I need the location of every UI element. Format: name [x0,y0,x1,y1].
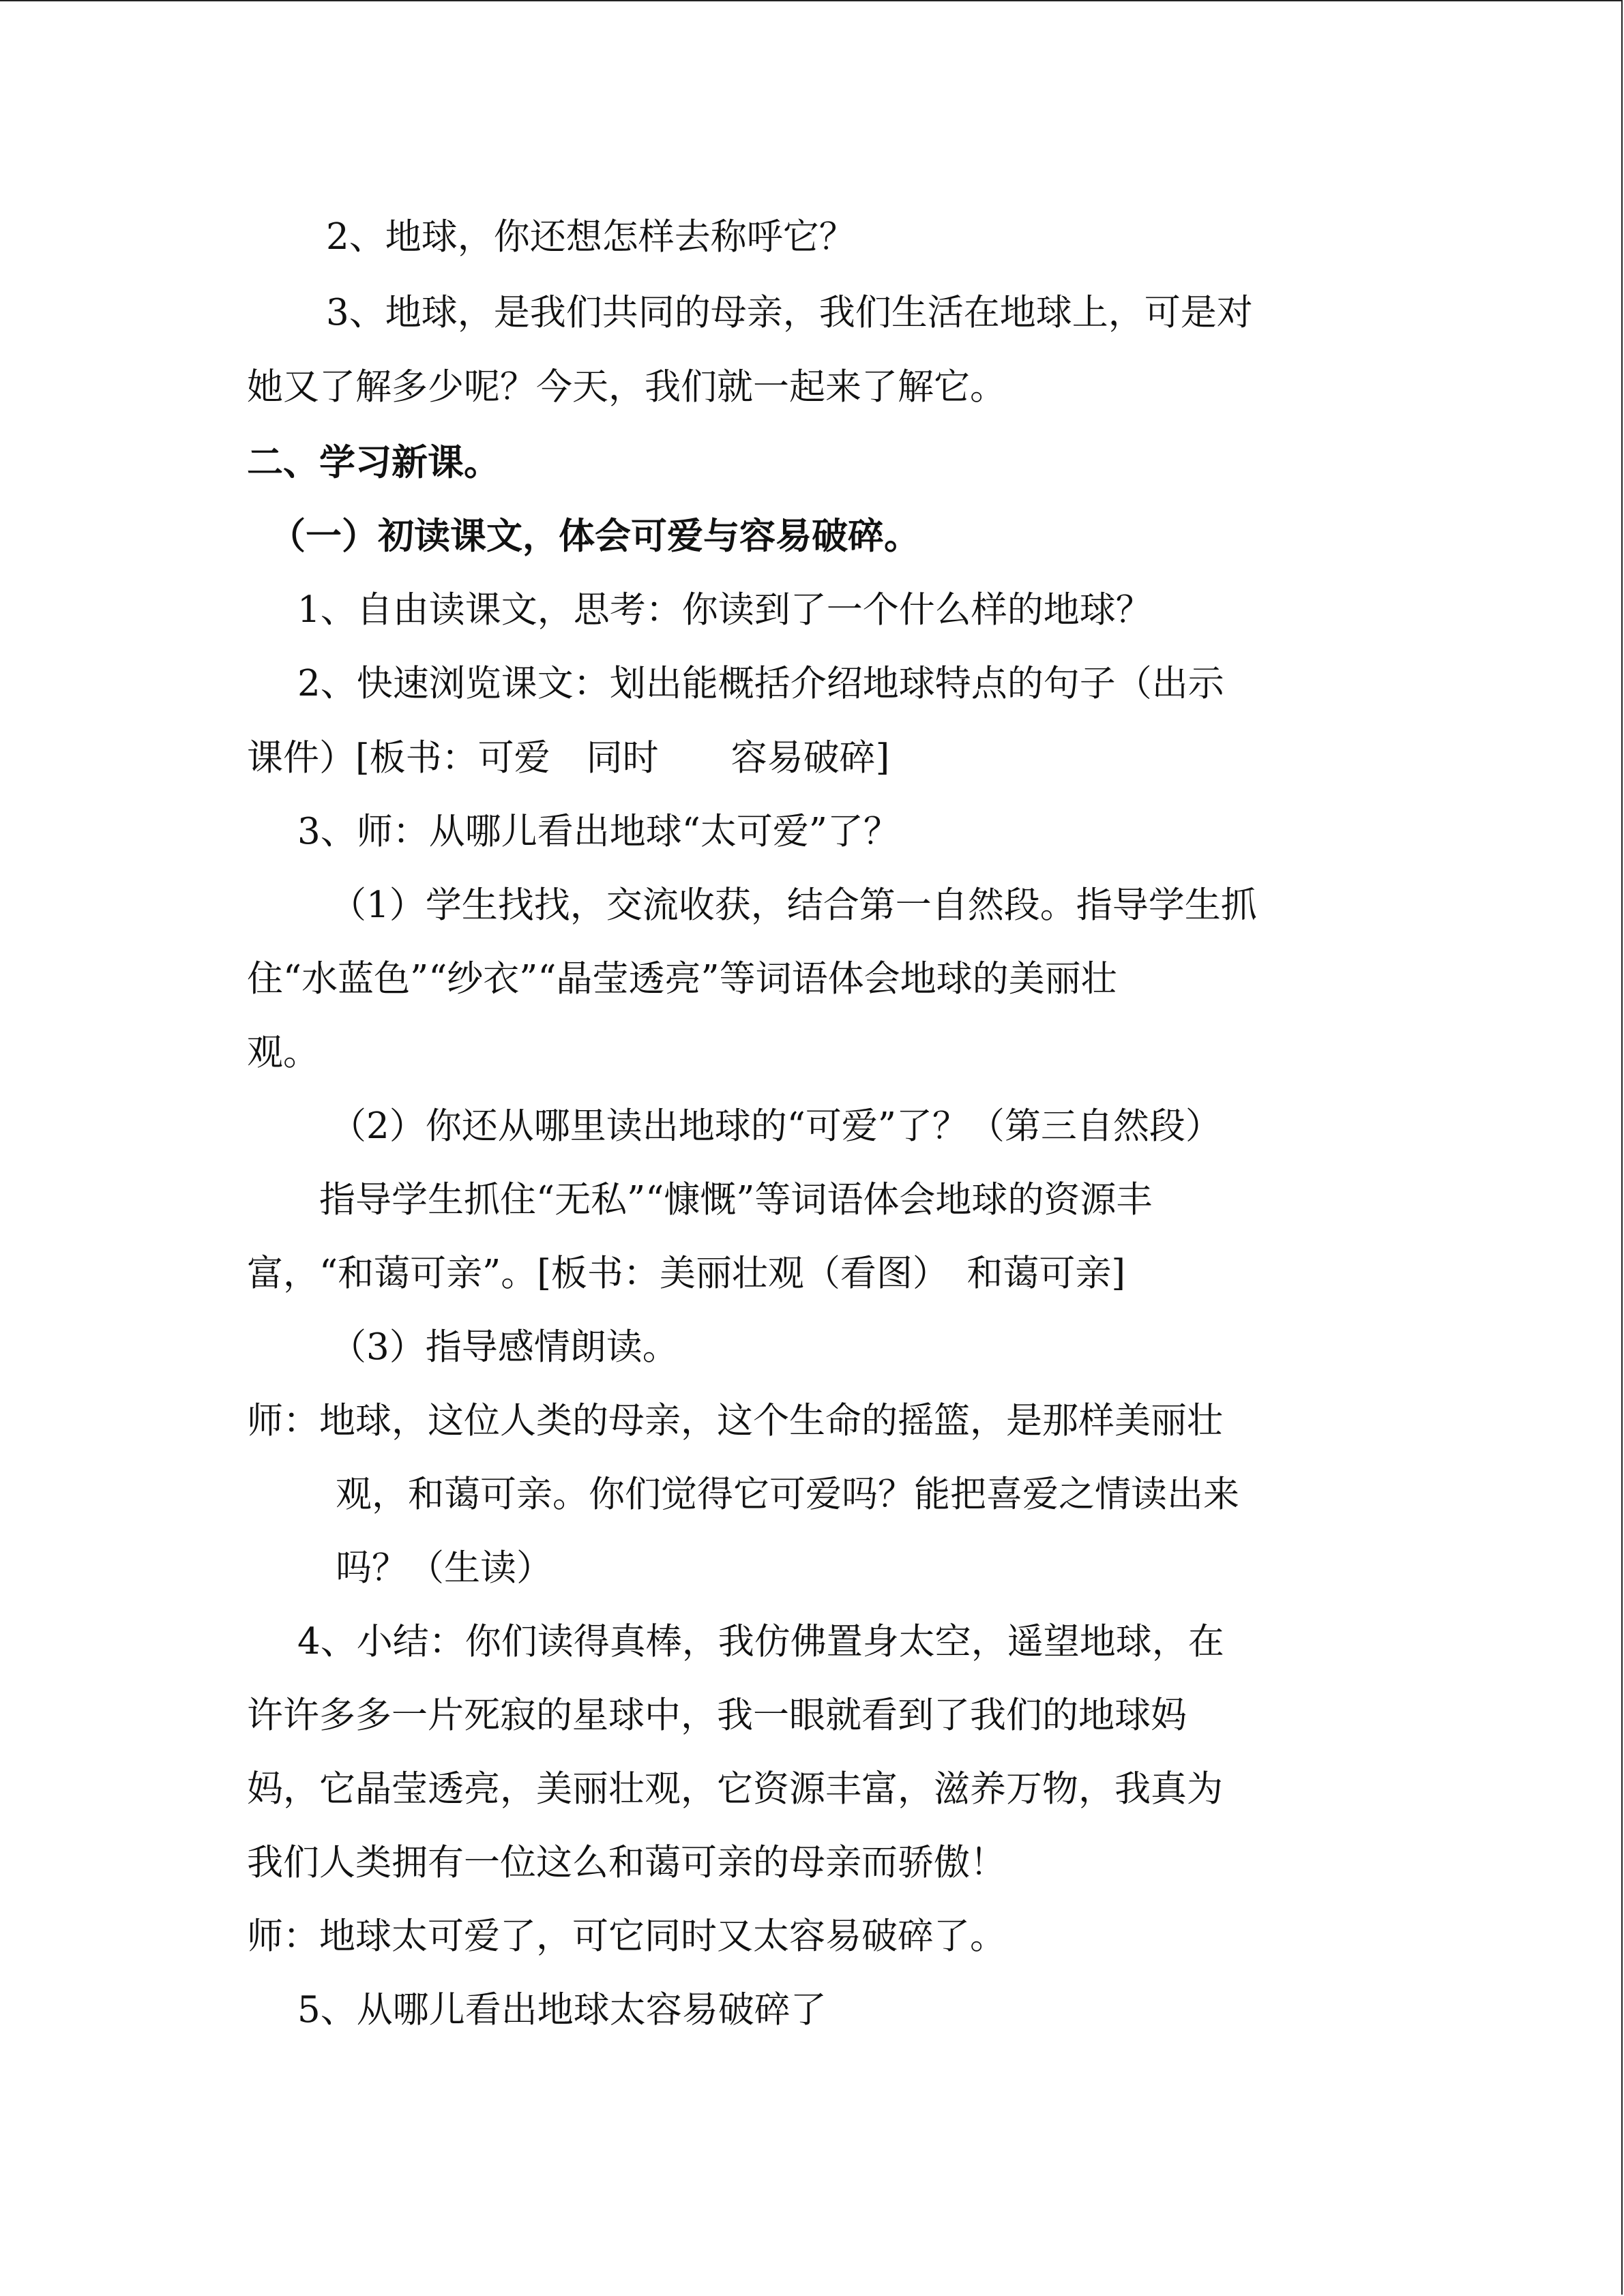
line-item-1-end: 观。 [247,1032,319,1073]
line-teacher-1: 师：地球，这位人类的母亲，这个生命的摇篮，是那样美丽壮 [247,1400,1223,1442]
line-step-4: 4、小结：你们读得真棒，我仿佛置身太空，遥望地球，在 [297,1621,1224,1663]
line-item-1-cont: 住“水蓝色”“纱衣”“晶莹透亮”等词语体会地球的美丽壮 [247,958,1117,1000]
line-question-3: 3、地球，是我们共同的母亲，我们生活在地球上，可是对 [326,292,1253,333]
line-item-2-cont: 富，“和蔼可亲”。[板书：美丽壮观（看图） 和蔼可亲] [247,1253,1126,1294]
line-step-4-cont1: 许许多多一片死寂的星球中，我一眼就看到了我们的地球妈 [247,1695,1187,1736]
line-teacher-2: 师：地球太可爱了，可它同时又太容易破碎了。 [247,1915,1006,1957]
line-step-2-cont: 课件）[板书：可爱 同时 容易破碎] [247,737,890,779]
line-teacher-1-cont: 观，和蔼可亲。你们觉得它可爱吗？能把喜爱之情读出来 [336,1474,1239,1515]
line-item-1: （1）学生找找，交流收获，结合第一自然段。指导学生抓 [330,884,1257,926]
line-question-3-cont: 她又了解多少呢？今天，我们就一起来了解它。 [247,366,1006,408]
line-step-5: 5、从哪儿看出地球太容易破碎了 [297,1989,827,2031]
line-item-2: （2）你还从哪里读出地球的“可爱”了？（第三自然段） [330,1105,1222,1147]
line-step-2: 2、快速浏览课文：划出能概括介绍地球特点的句子（出示 [297,663,1224,704]
line-step-4-cont3: 我们人类拥有一位这么和蔼可亲的母亲而骄傲！ [247,1842,1006,1883]
line-item-2-guide: 指导学生抓住“无私”“慷慨”等词语体会地球的资源丰 [319,1179,1153,1221]
line-teacher-1-end: 吗？（生读） [336,1547,552,1589]
section-heading: 二、学习新课。 [247,441,500,483]
line-step-1: 1、自由读课文，思考：你读到了一个什么样的地球？ [297,589,1152,631]
line-step-4-cont2: 妈，它晶莹透亮，美丽壮观，它资源丰富，滋养万物，我真为 [247,1768,1223,1810]
subsection-heading: （一）初读课文，体会可爱与容易破碎。 [269,515,920,557]
line-item-3: （3）指导感情朗读。 [330,1326,679,1368]
line-step-3: 3、师：从哪儿看出地球“太可爱”了？ [297,811,900,852]
line-question-2: 2、地球，你还想怎样去称呼它？ [326,216,855,258]
